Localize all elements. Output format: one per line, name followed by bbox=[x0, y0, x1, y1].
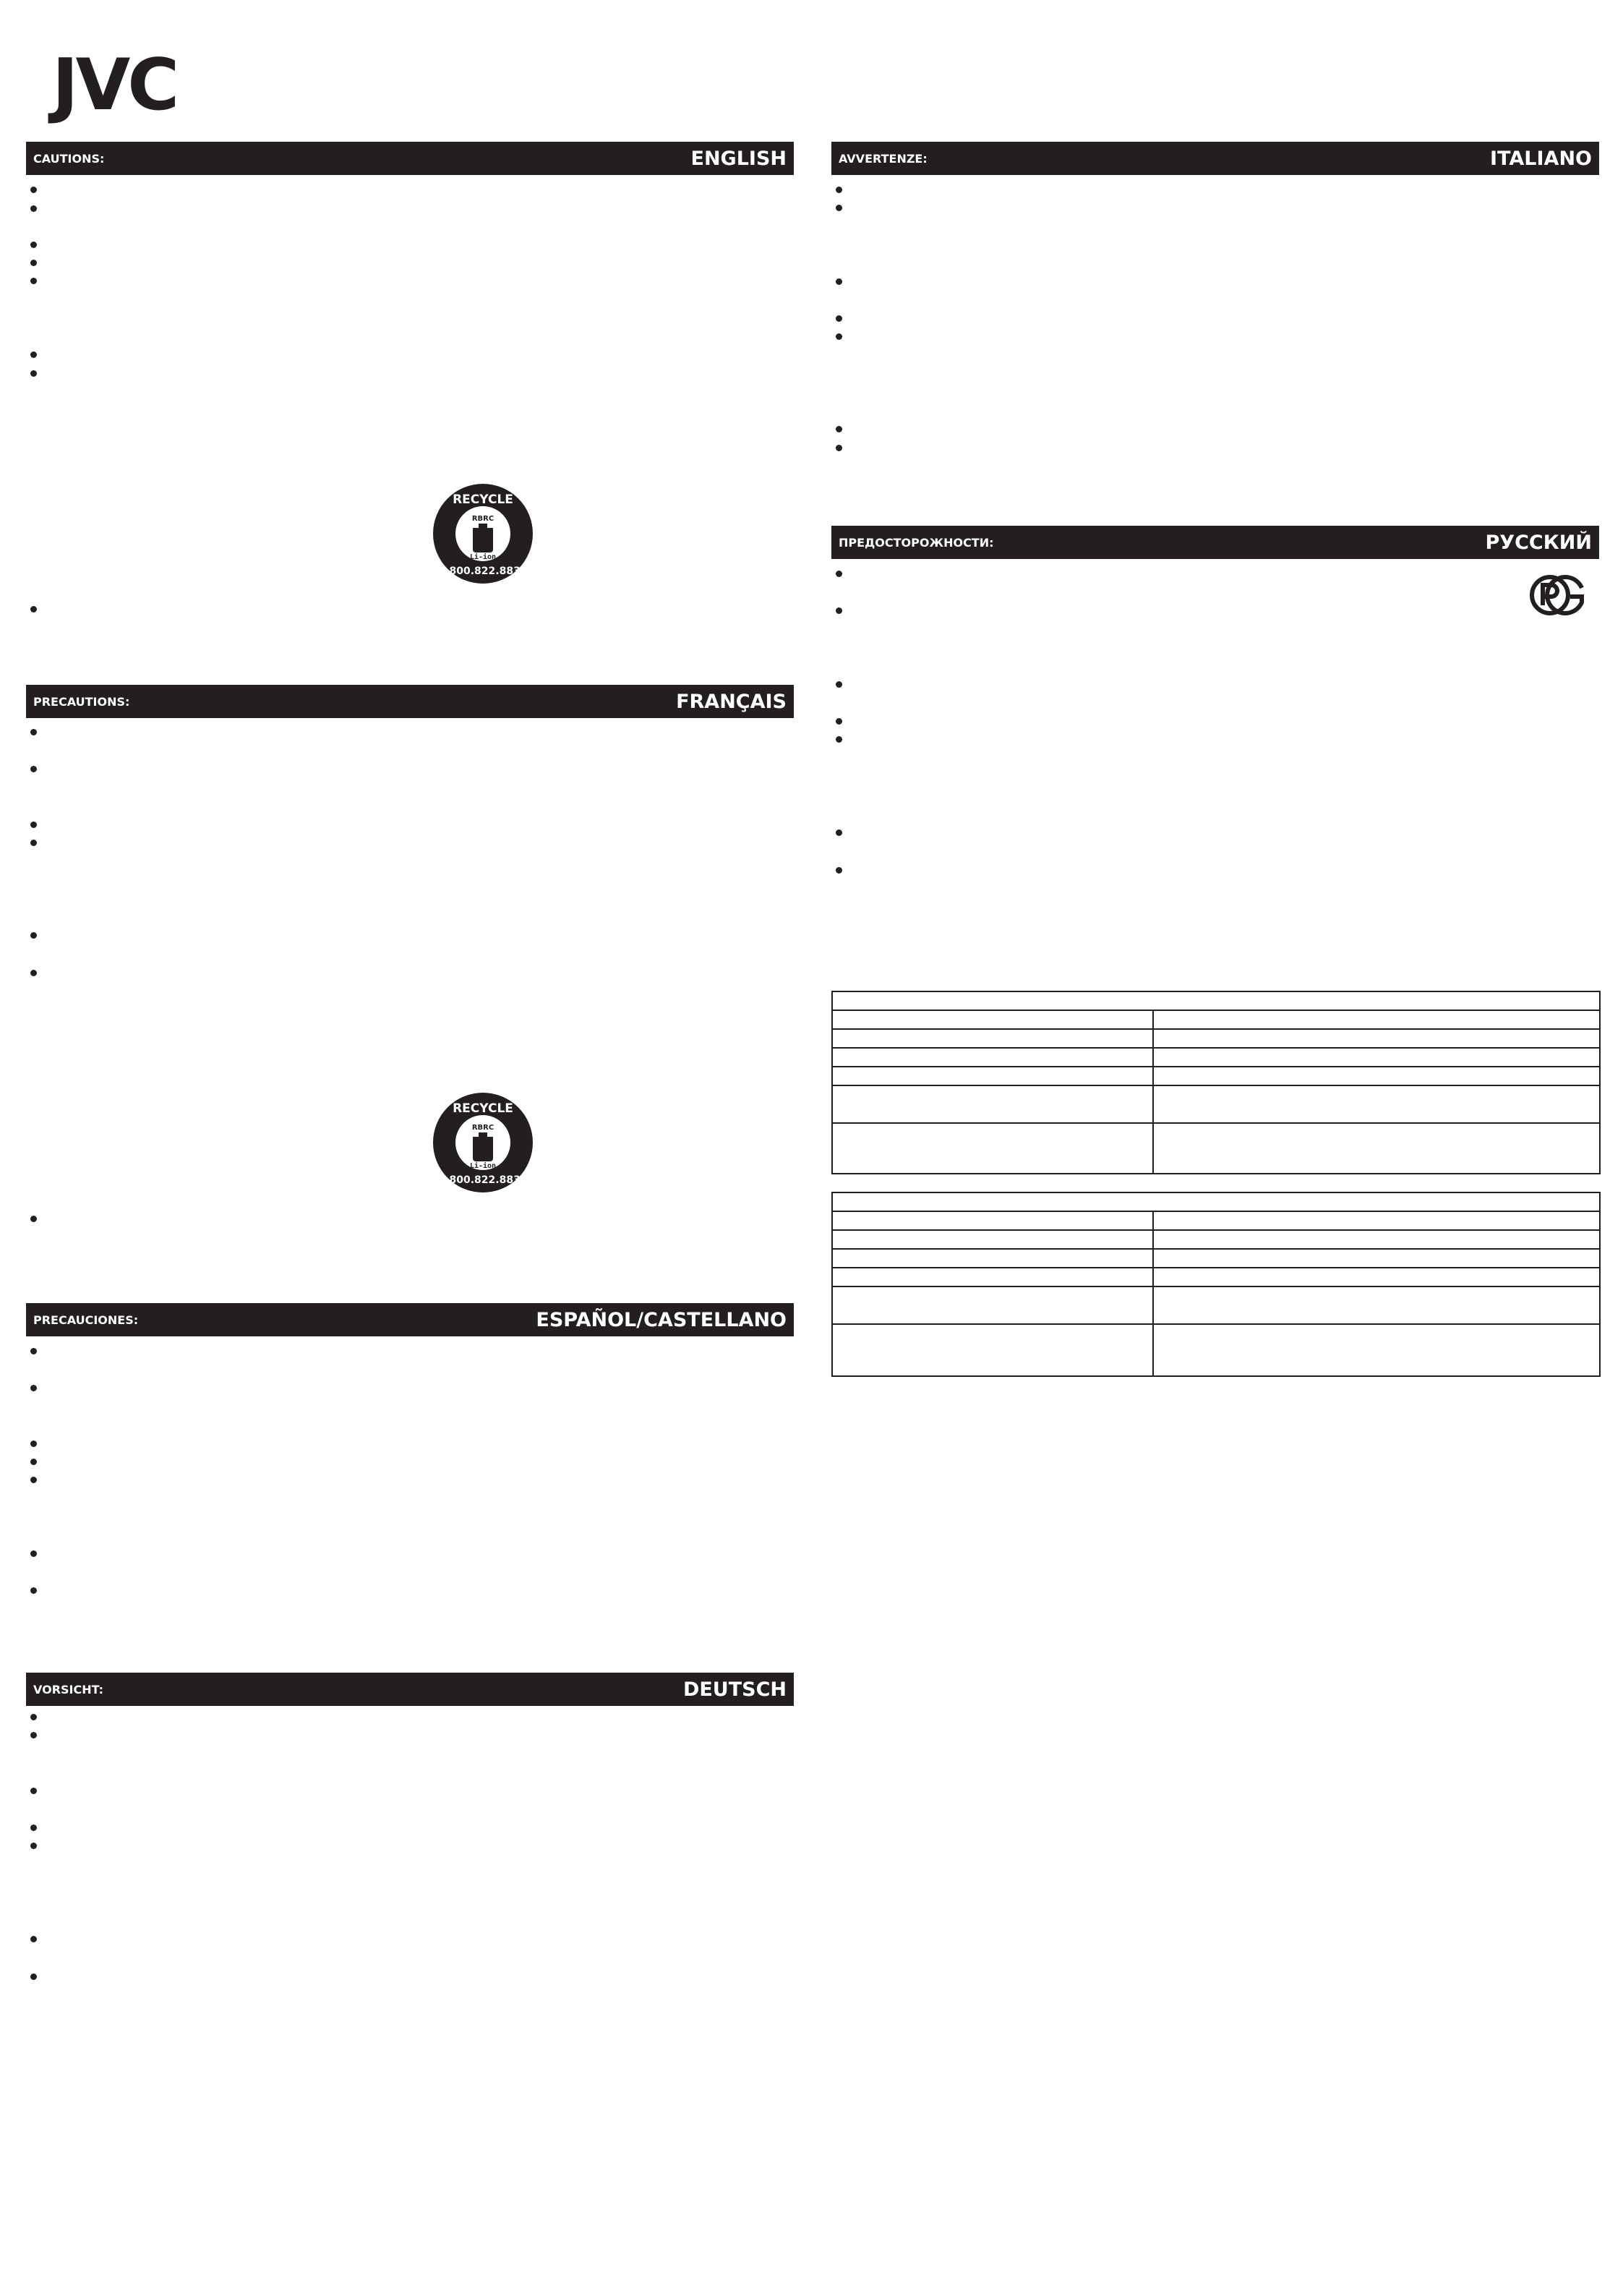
section-english bbox=[26, 142, 794, 648]
recycle-seal-icon bbox=[432, 483, 534, 584]
table-cell bbox=[1153, 1067, 1600, 1085]
bullet bbox=[836, 867, 842, 874]
svg-text:PCT: PCT bbox=[1530, 575, 1531, 576]
table-cell bbox=[832, 1010, 1153, 1029]
svg-text:1.800.822.8837: 1.800.822.8837 bbox=[438, 566, 528, 577]
bullet bbox=[30, 1788, 37, 1794]
section-title: AVVERTENZE: bbox=[839, 151, 928, 166]
bullet bbox=[30, 370, 37, 377]
bullet bbox=[836, 187, 842, 193]
section-header-french bbox=[26, 685, 794, 718]
pct-certification-icon bbox=[1530, 575, 1585, 615]
table-cell bbox=[832, 1211, 1153, 1230]
section-title: VORSICHT: bbox=[33, 1682, 104, 1697]
section-header-russian bbox=[831, 526, 1599, 559]
bullet bbox=[836, 278, 842, 285]
bullet bbox=[836, 445, 842, 451]
bullet bbox=[30, 606, 37, 613]
table-cell bbox=[1153, 1085, 1600, 1123]
recycle-seal-icon bbox=[432, 1092, 534, 1193]
bullet bbox=[30, 205, 37, 212]
table-cell bbox=[832, 1286, 1153, 1324]
section-french bbox=[26, 685, 794, 1234]
table-cell bbox=[1153, 1286, 1600, 1324]
table-cell bbox=[832, 1085, 1153, 1123]
table-header-cell bbox=[832, 991, 1600, 1010]
bullet bbox=[30, 1550, 37, 1557]
bullet bbox=[836, 571, 842, 577]
bullet bbox=[30, 729, 37, 735]
language-label: DEUTSCH bbox=[682, 1678, 787, 1701]
spec-table-2 bbox=[831, 1192, 1601, 1377]
section-header-german bbox=[26, 1673, 794, 1706]
bullet bbox=[30, 242, 37, 248]
table-cell bbox=[1153, 1324, 1600, 1376]
bullet bbox=[30, 1385, 37, 1391]
bullet bbox=[30, 1441, 37, 1447]
table-cell bbox=[1153, 1211, 1600, 1230]
bullet bbox=[836, 736, 842, 743]
table-cell bbox=[1153, 1123, 1600, 1174]
bullet bbox=[836, 205, 842, 211]
language-label: ITALIANO bbox=[1490, 147, 1592, 170]
bullet bbox=[30, 1587, 37, 1594]
bullet bbox=[30, 932, 37, 939]
bullet bbox=[30, 1973, 37, 1980]
table-cell bbox=[832, 1067, 1153, 1085]
table-cell bbox=[1153, 1230, 1600, 1249]
bullet bbox=[836, 426, 842, 432]
table-cell bbox=[832, 1123, 1153, 1174]
section-title: PRECAUTIONS: bbox=[33, 694, 130, 709]
table-cell bbox=[1153, 1048, 1600, 1067]
language-label: FRANÇAIS bbox=[676, 690, 787, 713]
table-cell bbox=[832, 1048, 1153, 1067]
table-cell bbox=[1153, 1249, 1600, 1268]
bullet bbox=[30, 821, 37, 828]
language-label: ESPAÑOL/CASTELLANO bbox=[536, 1308, 787, 1331]
bullet bbox=[30, 1348, 37, 1354]
table-cell bbox=[1153, 1010, 1600, 1029]
spec-table-1 bbox=[831, 991, 1601, 1174]
jvc-logo: JVC bbox=[52, 44, 177, 127]
section-spanish bbox=[26, 1303, 794, 1636]
table-cell bbox=[832, 1029, 1153, 1048]
table-cell bbox=[1153, 1268, 1600, 1286]
svg-text:RBRC: RBRC bbox=[471, 515, 494, 523]
section-header-spanish bbox=[26, 1303, 794, 1336]
language-label: ENGLISH bbox=[690, 147, 787, 170]
section-italiano bbox=[831, 142, 1599, 467]
section-title: ПРЕДОСТОРОЖНОСТИ: bbox=[839, 535, 994, 550]
svg-text:1.800.822.8837: 1.800.822.8837 bbox=[438, 1174, 528, 1186]
bullet bbox=[30, 840, 37, 846]
table-cell bbox=[1153, 1029, 1600, 1048]
bullet bbox=[30, 1936, 37, 1942]
bullet bbox=[30, 1732, 37, 1738]
svg-text:RECYCLE: RECYCLE bbox=[453, 1101, 513, 1116]
bullet bbox=[30, 1714, 37, 1720]
bullet bbox=[836, 681, 842, 688]
section-title: PRECAUCIONES: bbox=[33, 1313, 139, 1327]
bullet bbox=[836, 718, 842, 725]
svg-text:Li-ion: Li-ion bbox=[469, 553, 497, 561]
section-header-italiano bbox=[831, 142, 1599, 175]
bullet bbox=[30, 187, 37, 193]
section-german bbox=[26, 1673, 794, 2013]
svg-text:RECYCLE: RECYCLE bbox=[453, 492, 513, 507]
bullet bbox=[836, 607, 842, 614]
bullet bbox=[30, 1843, 37, 1849]
bullet bbox=[836, 333, 842, 340]
bullet bbox=[836, 829, 842, 836]
table-header-cell bbox=[832, 1192, 1600, 1211]
section-title: CAUTIONS: bbox=[33, 151, 105, 166]
section-header-english bbox=[26, 142, 794, 175]
bullet bbox=[836, 315, 842, 322]
section-russian bbox=[831, 526, 1599, 902]
svg-text:RBRC: RBRC bbox=[471, 1124, 494, 1132]
bullet bbox=[30, 1459, 37, 1465]
bullet bbox=[30, 1216, 37, 1222]
bullet bbox=[30, 351, 37, 358]
table-cell bbox=[832, 1268, 1153, 1286]
bullet bbox=[30, 260, 37, 266]
bullet bbox=[30, 1825, 37, 1831]
table-cell bbox=[832, 1230, 1153, 1249]
bullet bbox=[30, 278, 37, 284]
bullet bbox=[30, 766, 37, 772]
svg-text:Li-ion: Li-ion bbox=[469, 1162, 497, 1170]
bullet bbox=[30, 970, 37, 976]
table-cell bbox=[832, 1324, 1153, 1376]
table-cell bbox=[832, 1249, 1153, 1268]
language-label: РУССКИЙ bbox=[1485, 531, 1592, 554]
bullet bbox=[30, 1477, 37, 1483]
